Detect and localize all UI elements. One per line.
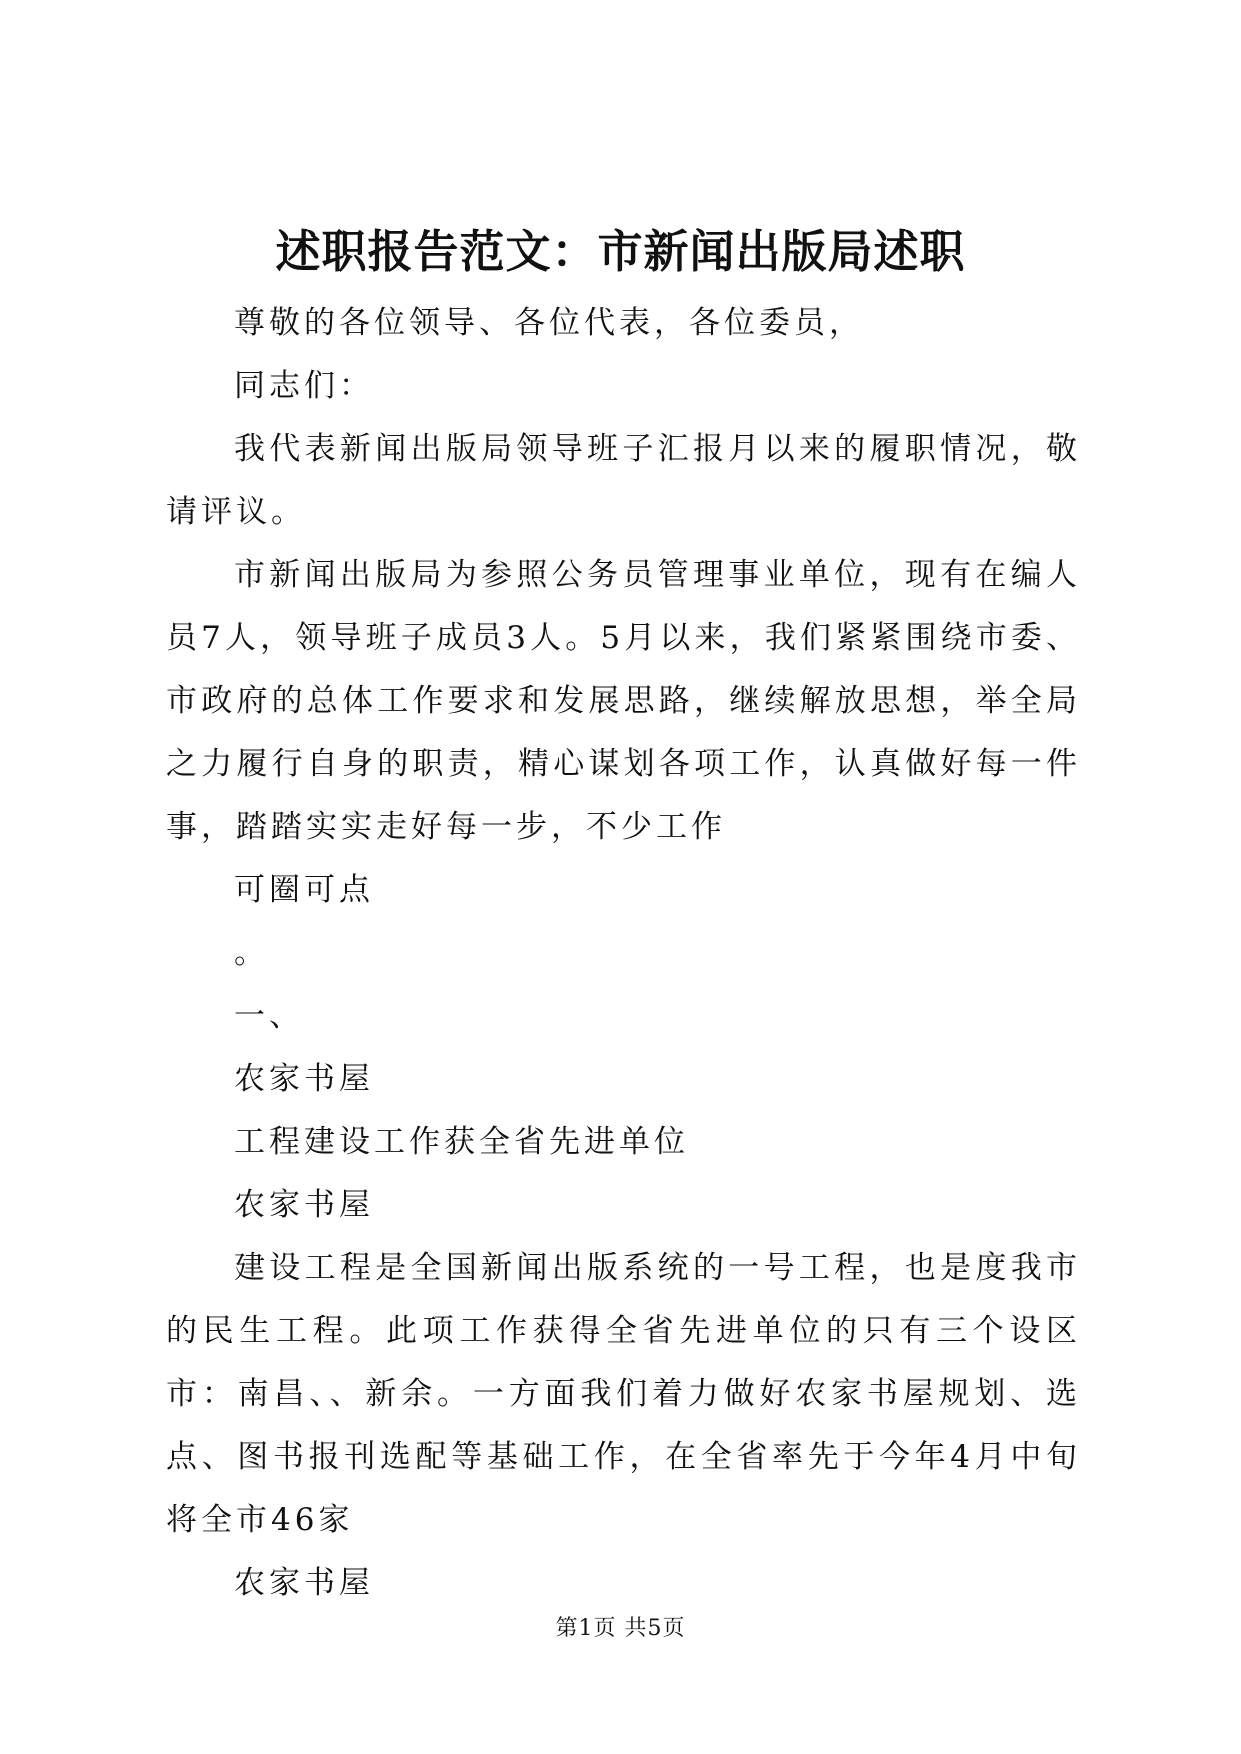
document-body (166, 292, 1081, 1615)
paragraph-fragment: 农家书屋 (234, 1061, 374, 1097)
paragraph-fragment: 农家书屋 (234, 1187, 374, 1223)
page-footer: 第1页 共5页 (555, 1616, 686, 1641)
paragraph-overview: 市新闻出版局为参照公务员管理事业单位，现有在编人员7人，领导班子成员3人。5月以来，我们紧紧围绕市委、市政府的总体工作要求和发展思路，继续解放思想，举全局之力履行自身的职责，精心谋划各项工作，认真做好每一件事，踏踏实实走好每一步，不少工作 (166, 557, 1081, 845)
document-title: 述职报告范文：市新闻出版局述职 (275, 225, 966, 278)
paragraph-salutation: 尊敬的各位领导、各位代表，各位委员， (234, 305, 864, 341)
paragraph-fragment: 农家书屋 (234, 1565, 374, 1601)
section-heading: 工程建设工作获全省先进单位 (234, 1124, 689, 1160)
paragraph-intro: 我代表新闻出版局领导班子汇报月以来的履职情况，敬请评议。 (166, 431, 1081, 530)
paragraph-salutation-comrades: 同志们： (234, 368, 374, 404)
paragraph-fragment: 可圈可点 (234, 872, 374, 908)
paragraph-fragment: 。 (234, 935, 269, 971)
section-number: 一、 (234, 998, 304, 1034)
paragraph-body: 建设工程是全国新闻出版系统的一号工程，也是度我市的民生工程。此项工作获得全省先进单位的只有三个设区市：南昌、、新余。一方面我们着力做好农家书屋规划、选点、图书报刊选配等基础工作，在全省率先于今年4月中旬将全市46家 (166, 1250, 1081, 1538)
